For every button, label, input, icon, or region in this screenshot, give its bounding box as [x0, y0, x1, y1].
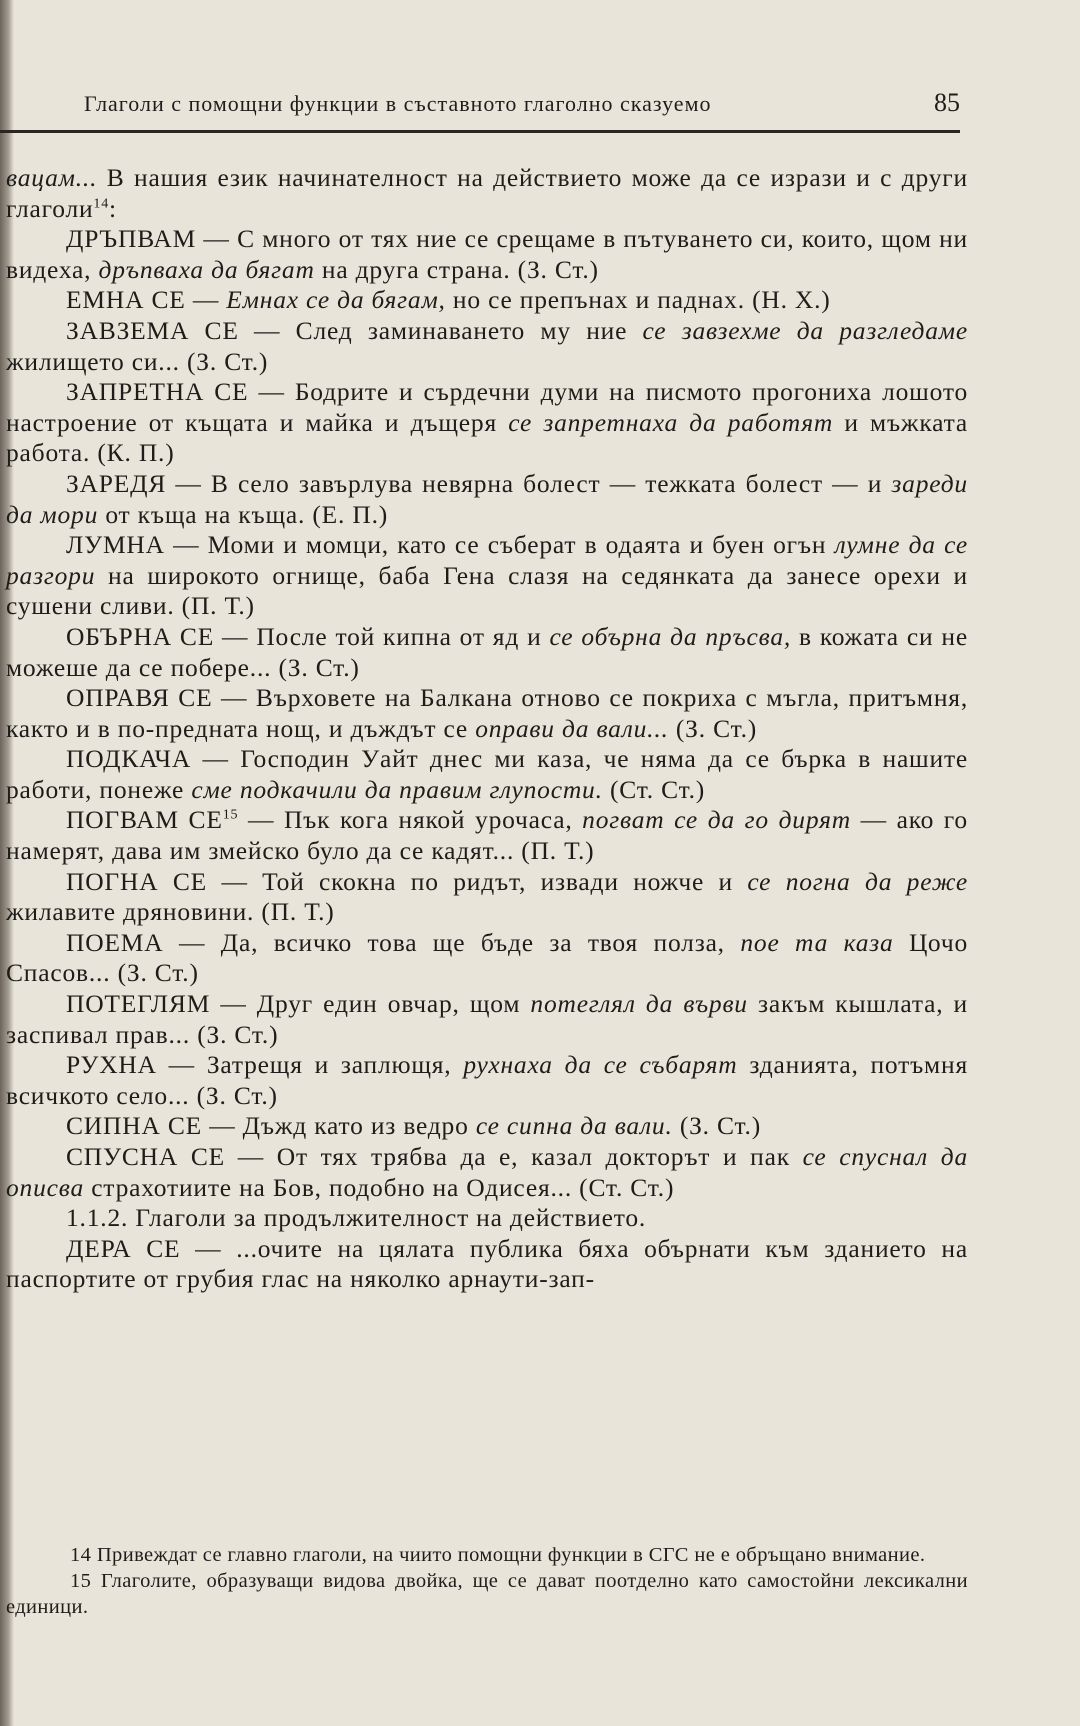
- footnote-text: Глаголите, образуващи видова двойка, ще се дават поотделно като самостойни лексикални единици.: [6, 1570, 968, 1618]
- paragraph: [6, 1111, 968, 1142]
- text: на широкото огнище, баба Гена слазя на седянката да занесе орехи и сушени сливи. (П. Т.): [6, 560, 968, 621]
- footnote-number: 15: [70, 1570, 92, 1592]
- paragraph: [6, 928, 968, 989]
- text: жилавите дряновини. (П. Т.): [6, 897, 335, 927]
- main-text: [6, 163, 968, 1295]
- text: зданията, потъмня всичкото село... (З. Ст.): [6, 1050, 968, 1110]
- paragraph: [6, 285, 968, 316]
- example-text: зареди да мори: [6, 468, 968, 529]
- paragraph: [6, 683, 968, 744]
- example-text: рухнаха да се събарят: [463, 1050, 738, 1080]
- text: ПОГНА СЕ — Той скокна по ридът, извади ножче и: [66, 866, 748, 896]
- example-text: погват се да го дирят: [582, 805, 851, 835]
- paragraph: [6, 805, 968, 866]
- text: (З. Ст.): [668, 713, 758, 743]
- example-text: се обърна да пръсва,: [549, 621, 792, 651]
- text: СПУСНА СЕ — От тях трябва да е, казал докторът и пак: [66, 1142, 803, 1171]
- text: — ако го намерят, дава им змейско було да се кадят... (П. Т.): [6, 805, 968, 866]
- text: (Ст. Ст.): [602, 774, 706, 804]
- text: ПОДКАЧА — Господин Уайт днес ми каза, че няма да се бърка в нашите работи, понеже: [6, 744, 968, 804]
- footnote-ref: 14: [93, 196, 110, 212]
- text: ОБЪРНА СЕ — После той кипна от яд и: [66, 621, 550, 651]
- footnote-15: [6, 1568, 968, 1620]
- running-title: Глаголи с помощни функции в съставното глаголно сказуемо: [84, 91, 712, 116]
- text: ПОТЕГЛЯМ — Друг един овчар, щом: [66, 989, 531, 1019]
- text: — Пък кога някой урочаса,: [238, 805, 583, 835]
- paragraph: ДЕРА СЕ — ...очите на цялата публика бяха обърнати към зданието на паспортите от грубия глас на няколко арнаути-зап-: [6, 1233, 968, 1294]
- footnote-ref: 15: [222, 807, 239, 823]
- header-rule: [0, 130, 960, 133]
- paragraph: [6, 622, 968, 683]
- footnotes: [6, 1542, 968, 1620]
- text: и мъжката работа. (К. П.): [6, 407, 968, 468]
- footnote-text: Привеждат се главно глаголи, на чиито помощни функции в СГС не е обръщано внимание.: [91, 1544, 926, 1566]
- example-text: дръпваха да бягат: [98, 254, 315, 284]
- footnote-14: [6, 1542, 968, 1568]
- text: но се препънах и паднах. (Н. Х.): [445, 285, 831, 315]
- text: ПОГВАМ СЕ: [66, 805, 223, 835]
- text: ЕМНА СЕ —: [66, 285, 227, 315]
- text: РУХНА — Затрещя и заплющя,: [66, 1050, 464, 1080]
- paragraph: [6, 316, 968, 377]
- text: в кожата си не можеше да се побере... (З. Ст.): [6, 621, 968, 682]
- paragraph: [6, 1142, 968, 1203]
- example-text: вацам...: [6, 163, 98, 192]
- paragraph: [6, 989, 968, 1050]
- paragraph: [6, 377, 968, 469]
- text: от къща на къща. (Е. П.): [98, 499, 389, 529]
- section-heading: 1.1.2. Глаголи за продължителност на действието.: [66, 1203, 647, 1233]
- paragraph: [6, 469, 968, 530]
- text: Цочо Спасов... (З. Ст.): [6, 927, 968, 988]
- text: ЗАПРЕТНА СЕ — Бодрите и сърдечни думи на писмото прогониха лошото настроение от къщата и майка и дъщеря: [6, 377, 968, 437]
- text: В нашия език начинателност на действието може да се изрази и с други глаголи: [6, 163, 968, 223]
- paragraph: [6, 744, 968, 805]
- text: ПОЕМА — Да, всичко това ще бъде за твоя полза,: [66, 927, 741, 957]
- example-text: се завзехме да разгледаме: [642, 315, 968, 345]
- footnote-number: 14: [70, 1544, 92, 1566]
- example-text: лумне да се разгори: [6, 530, 968, 590]
- example-text: Емнах се да бягам,: [226, 285, 446, 315]
- paragraph: [6, 1050, 968, 1111]
- text: ЗАРЕДЯ — В село завърлува невярна болест — тежката болест — и: [66, 468, 892, 498]
- text: :: [109, 193, 117, 223]
- text: ДРЪПВАМ — С много от тях ние се срещаме в пътуването си, които, щом ни видеха,: [6, 224, 968, 284]
- example-text: потеглял да върви: [530, 989, 748, 1019]
- text: на друга страна. (З. Ст.): [314, 254, 599, 284]
- text: ЗАВЗЕМА СЕ — След заминаването му ние: [66, 315, 643, 345]
- text: жилището си... (З. Ст.): [6, 346, 269, 376]
- example-text: оправи да вали...: [475, 713, 669, 743]
- example-text: пое та каза: [740, 927, 894, 957]
- text: закъм кышлата, и заспивал прав... (З. Ст.): [6, 989, 968, 1049]
- paragraph: [6, 224, 968, 285]
- example-text: се сипна да вали.: [475, 1111, 673, 1141]
- text: страхотиите на Бов, подобно на Одисея... (Ст. Ст.): [84, 1172, 675, 1202]
- running-header: [84, 88, 960, 118]
- example-text: се запретнаха да работят: [508, 407, 834, 437]
- example-text: се погна да реже: [747, 866, 969, 896]
- example-text: се спуснал да описва: [6, 1142, 968, 1202]
- text: ОПРАВЯ СЕ — Върховете на Балкана отново се покриха с мъгла, притъмня, както и в по-предната нощ, и дъждът се: [6, 683, 968, 743]
- example-text: сме подкачили да правим глупости.: [191, 774, 603, 804]
- paragraph: [6, 530, 968, 622]
- paragraph: [6, 867, 968, 928]
- paragraph: [6, 163, 968, 224]
- text: (З. Ст.): [672, 1111, 761, 1141]
- text: ЛУМНА — Моми и момци, като се съберат в одаята и буен огън: [66, 530, 835, 560]
- page-number: 85: [934, 88, 960, 117]
- text: СИПНА СЕ — Дъжд като из ведро: [66, 1111, 476, 1141]
